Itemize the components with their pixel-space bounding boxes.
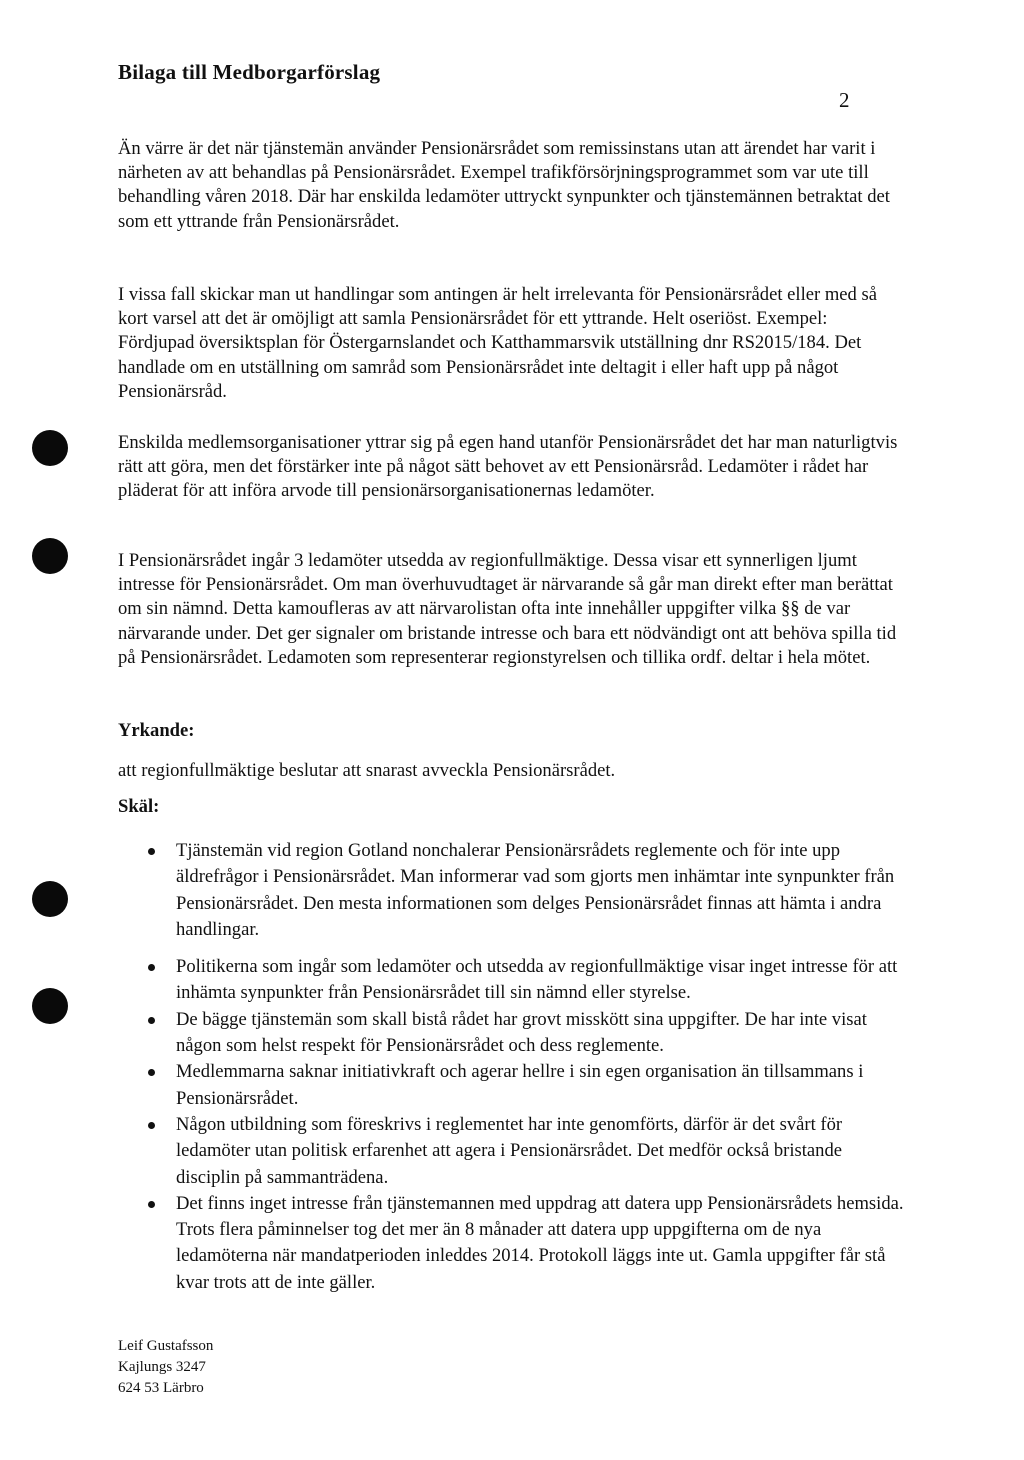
list-item-text: Det finns inget intresse från tjänstemannen med uppdrag att datera upp Pensionärsrådets hemsida. Trots flera påminnelser tog det mer än 8 månader att datera upp uppgifterna om de nya ledamöterna när mandatperioden inleddes 2014. Protokoll läggs inte ut. Gamla uppgifter får stå kvar trots att de inte gäller. (176, 1192, 904, 1293)
yrkande-heading: Yrkande: (118, 720, 195, 741)
signature-block (118, 1336, 213, 1399)
list-item (118, 1007, 908, 1060)
list-item (118, 954, 908, 1007)
paragraph-4: I Pensionärsrådet ingår 3 ledamöter utsedda av regionfullmäktige. Dessa visar ett synnerligen ljumt intresse för Pensionärsrådet. Om man överhuvudtaget är närvarande så går man direkt efter man berättat om sin nämnd. Detta kamoufleras av att närvarolistan ofta inte innehåller uppgifter vilka §§ de var närvarande under. Det ger signaler om bristande intresse och bara ett nödvändigt ont att behöva spilla tid på Pensionärsrådet. Ledamoten som representerar regionstyrelsen och tillika ordf. deltar i hela mötet. (118, 550, 897, 668)
bullet-icon (148, 1201, 155, 1208)
list-item-text: Tjänstemän vid region Gotland nonchalerar Pensionärsrådets reglemente och för inte upp äldrefrågor i Pensionärsrådet. Man informerar vad som gjorts men inhämtar inte synpunkter från Pensionärsrådet. Den mesta informationen som delges Pensionärsrådet finnas att hämta i andra handlingar. (176, 840, 895, 940)
signature-name: Leif Gustafsson (118, 1338, 214, 1354)
page-number: 2 (839, 88, 850, 112)
list-item (118, 1112, 908, 1191)
bullet-icon (148, 1122, 155, 1129)
paragraph-1: Än värre är det när tjänstemän använder Pensionärsrådet som remissinstans utan att ärendet har varit i närheten av att behandlas på Pensionärsrådet. Exempel trafikförsörjningsprogrammet som var ute till behandling våren 2018. Där har enskilda ledamöter uttryckt synpunkter och tjänstemännen betraktat det som ett yttrande från Pensionärsrådet. (118, 138, 890, 232)
skal-list (118, 838, 908, 1296)
punch-hole-4 (32, 988, 68, 1024)
paragraph-3: Enskilda medlemsorganisationer yttrar sig på egen hand utanför Pensionärsrådet det har man naturligtvis rätt att göra, men det förstärker inte på något sätt behovet av ett Pensionärsråd. Ledamöter i rådet har pläderat för att införa arvode till pensionärsorganisationernas ledamöter. (118, 432, 898, 502)
list-item (118, 1059, 908, 1112)
yrkande-text: att regionfullmäktige beslutar att snarast avveckla Pensionärsrådet. (118, 760, 616, 781)
list-item-text: Medlemmarna saknar initiativkraft och agerar hellre i sin egen organisation än tillsammans i Pensionärsrådet. (176, 1061, 864, 1109)
signature-postal: 624 53 Lärbro (118, 1380, 204, 1396)
bullet-icon (148, 1069, 155, 1076)
skal-heading: Skäl: (118, 796, 160, 817)
punch-hole-1 (32, 430, 68, 466)
signature-street: Kajlungs 3247 (118, 1359, 206, 1375)
bullet-icon (148, 848, 155, 855)
bullet-icon (148, 964, 155, 971)
list-item-text: Någon utbildning som föreskrivs i reglementet har inte genomförts, därför är det svårt för ledamöter utan politisk erfarenhet att agera i Pensionärsrådet. Det medför också bristande disciplin på sammanträdena. (176, 1113, 843, 1188)
bullet-icon (148, 1017, 155, 1024)
document-title: Bilaga till Medborgarförslag (118, 60, 381, 84)
paragraph-2: I vissa fall skickar man ut handlingar som antingen är helt irrelevanta för Pensionärsrådet eller med så kort varsel att det är omöjligt att samla Pensionärsrådet för ett yttrande. Helt oseriöst. Exempel: Fördjupad översiktsplan för Östergarnslandet och Katthammarsvik utställning dnr RS2015/184. Det handlade om en utställning om samråd som Pensionärsrådet inte deltagit i eller haft upp på något Pensionärsråd. (118, 284, 877, 402)
punch-hole-2 (32, 538, 68, 574)
punch-hole-3 (32, 881, 68, 917)
list-item (118, 838, 908, 943)
list-item-text: De bägge tjänstemän som skall bistå rådet har grovt misskött sina uppgifter. De har inte visat någon som helst respekt för Pensionärsrådet och dess reglemente. (176, 1008, 867, 1057)
list-item (118, 1191, 908, 1296)
list-item-text: Politikerna som ingår som ledamöter och utsedda av regionfullmäktige visar inget intresse för att inhämta synpunkter från Pensionärsrådet till sin nämnd eller styrelse. (176, 956, 898, 1004)
